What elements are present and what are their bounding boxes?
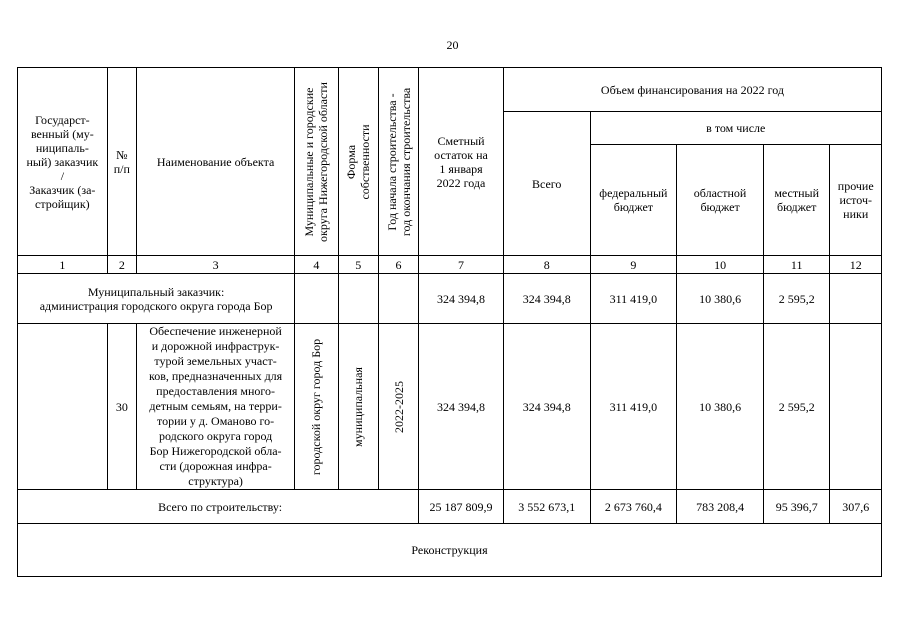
header-line: Год начала строительства -	[384, 92, 399, 231]
total-label: Всего по строительству:	[18, 490, 419, 524]
header-line: /	[60, 168, 65, 183]
page-number: 20	[446, 38, 459, 52]
header-line: Заказчик (за-	[29, 182, 96, 197]
total-estimate: 25 187 809,9	[419, 490, 504, 524]
section-row	[18, 524, 882, 577]
column-number: 1	[18, 256, 108, 274]
header-line: стройщик)	[35, 196, 90, 211]
header-years	[378, 68, 418, 256]
header-line: бюджет	[613, 200, 654, 214]
header-line: 1 января	[439, 161, 483, 176]
customer-other	[830, 274, 882, 324]
header-line: остаток на	[434, 147, 488, 162]
object-name-line: родского округа город	[158, 429, 273, 443]
header-line: Муниципальные и городские	[302, 87, 317, 236]
header-line: венный (му-	[30, 126, 94, 141]
object-ownership-text: муниципальная	[351, 366, 366, 447]
header-line: федеральный	[599, 186, 668, 200]
header-line: собственности	[358, 123, 373, 200]
customer-estimate: 324 394,8	[419, 274, 504, 324]
customer-label-line: Муниципальный заказчик:	[87, 284, 225, 299]
header-line: п/п	[113, 161, 130, 176]
header-including: в том числе	[590, 112, 881, 145]
header-line: ниципаль-	[35, 140, 89, 155]
header-federal	[590, 145, 677, 256]
header-line: местный	[774, 186, 820, 200]
total-local: 95 396,7	[763, 490, 830, 524]
column-number: 5	[338, 256, 378, 274]
header-line: Форма	[344, 144, 359, 179]
customer-regional: 10 380,6	[677, 274, 764, 324]
total-federal: 2 673 760,4	[590, 490, 677, 524]
object-estimate: 324 394,8	[419, 324, 504, 490]
object-row	[18, 324, 882, 490]
customer-years-cell	[378, 274, 418, 324]
customer-label	[18, 274, 295, 324]
header-other	[830, 145, 882, 256]
header-line: ники	[843, 207, 869, 221]
object-name-line: Обеспечение инженерной	[149, 324, 282, 338]
header-line: №	[116, 147, 128, 162]
header-customer	[18, 68, 108, 256]
header-line: округа Нижегородской области	[316, 81, 331, 242]
customer-federal: 311 419,0	[590, 274, 677, 324]
header-municipality	[295, 68, 338, 256]
header-row-1	[18, 68, 882, 112]
header-line: 2022 года	[436, 175, 486, 190]
header-total: Всего	[503, 112, 590, 256]
column-number: 6	[378, 256, 418, 274]
header-line: год окончания строительства	[398, 87, 413, 236]
object-customer-cell	[18, 324, 108, 490]
object-regional: 10 380,6	[677, 324, 764, 490]
object-name-line: сти (дорожная инфра-	[159, 459, 272, 473]
header-regional	[677, 145, 764, 256]
object-name-line: турой земельных участ-	[154, 354, 277, 368]
header-financing: Объем финансирования на 2022 год	[503, 68, 881, 112]
object-municipality	[295, 324, 338, 490]
object-name-line: детным семьям, на терри-	[149, 399, 282, 413]
column-number: 4	[295, 256, 338, 274]
column-number: 10	[677, 256, 764, 274]
object-years	[378, 324, 418, 490]
object-years-text: 2022-2025	[391, 380, 406, 433]
object-other	[830, 324, 882, 490]
object-total: 324 394,8	[503, 324, 590, 490]
column-number: 2	[107, 256, 136, 274]
header-line: источ-	[839, 193, 872, 207]
header-line: бюджет	[700, 200, 740, 214]
column-numbers-row	[18, 256, 882, 274]
object-name-line: Бор Нижегородской обла-	[149, 444, 282, 458]
customer-row	[18, 274, 882, 324]
header-line: прочие	[837, 179, 874, 193]
customer-ownership-cell	[338, 274, 378, 324]
header-estimate	[419, 68, 504, 256]
header-line: ный) заказчик	[26, 154, 99, 169]
object-name	[136, 324, 294, 490]
column-number: 9	[590, 256, 677, 274]
financing-table	[17, 67, 882, 577]
header-line: бюджет	[777, 200, 817, 214]
header-customer-text	[18, 113, 107, 211]
column-number: 3	[136, 256, 294, 274]
header-object-name: Наименование объекта	[136, 68, 294, 256]
header-ownership	[338, 68, 378, 256]
object-federal: 311 419,0	[590, 324, 677, 490]
header-line: Сметный	[437, 133, 485, 148]
header-number	[107, 68, 136, 256]
column-number: 12	[830, 256, 882, 274]
total-other: 307,6	[830, 490, 882, 524]
object-number: 30	[107, 324, 136, 490]
object-name-line: ков, предназначенных для	[148, 369, 283, 383]
column-number: 11	[763, 256, 830, 274]
customer-total: 324 394,8	[503, 274, 590, 324]
customer-local: 2 595,2	[763, 274, 830, 324]
column-number: 7	[419, 256, 504, 274]
object-name-line: предоставления много-	[156, 384, 276, 398]
object-name-line: тории у д. Оманово го-	[157, 414, 275, 428]
customer-municipality-cell	[295, 274, 338, 324]
header-line: областной	[693, 186, 747, 200]
object-ownership	[338, 324, 378, 490]
total-total: 3 552 673,1	[503, 490, 590, 524]
header-line: Государст-	[35, 112, 90, 127]
total-row	[18, 490, 882, 524]
object-municipality-text: городской округ город Бор	[309, 338, 324, 475]
customer-label-line: администрация городского округа города Бор	[39, 298, 273, 313]
object-name-line: структура)	[188, 474, 243, 488]
header-local	[763, 145, 830, 256]
object-name-line: и дорожной инфраструк-	[151, 339, 280, 353]
object-local: 2 595,2	[763, 324, 830, 490]
total-regional: 783 208,4	[677, 490, 764, 524]
column-number: 8	[503, 256, 590, 274]
section-title: Реконструкция	[18, 524, 882, 577]
